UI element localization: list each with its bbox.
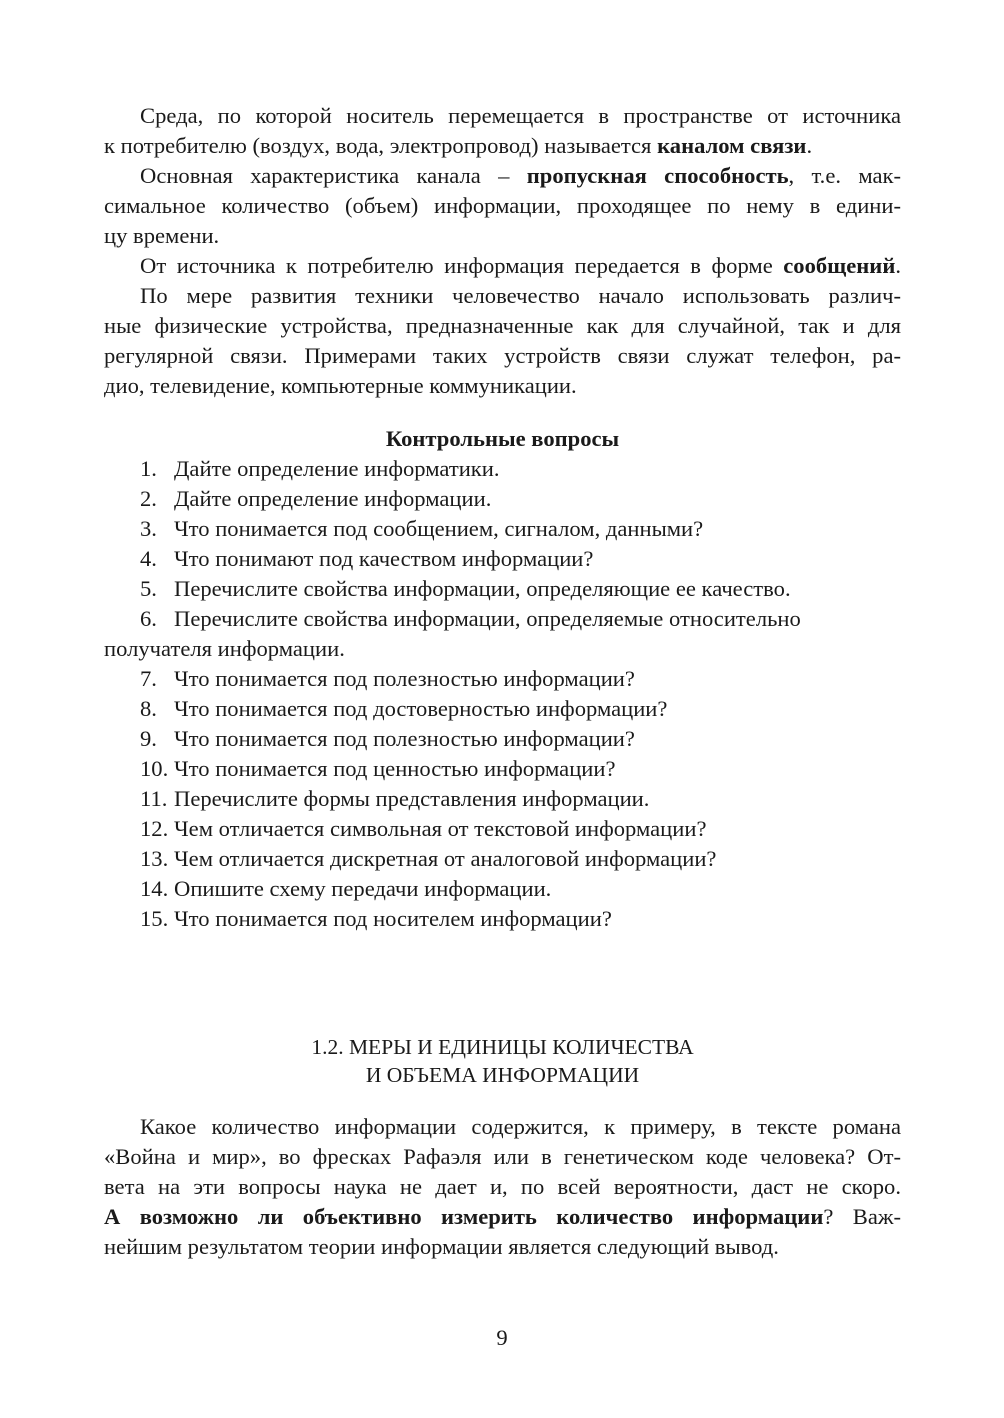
question-item: 2. Дайте определение информации. <box>140 486 492 511</box>
text-line: А возможно ли объективно измерить количество информации? Важ- <box>104 1204 901 1229</box>
text-line: ные физические устройства, предназначенные как для случайной, так и для <box>104 313 901 338</box>
question-item: 15. Что понимается под носителем информации? <box>140 906 612 931</box>
question-item: 10. Что понимается под ценностью информации? <box>140 756 616 781</box>
question-item: 9. Что понимается под полезностью информации? <box>140 726 635 751</box>
text-line: По мере развития техники человечество начало использовать различ- <box>140 283 901 308</box>
section-title-line: И ОБЪЕМА ИНФОРМАЦИИ <box>365 1063 640 1087</box>
text-line: Основная характеристика канала – пропускная способность, т.е. мак- <box>140 163 901 188</box>
text-line: дио, телевидение, компьютерные коммуникации. <box>104 373 577 398</box>
text-line: Среда, по которой носитель перемещается в пространстве от источника <box>140 103 901 128</box>
text-line: цу времени. <box>104 223 220 248</box>
question-item: 4. Что понимают под качеством информации? <box>140 546 594 571</box>
text-line: симальное количество (объем) информации, проходящее по нему в едини- <box>104 193 901 218</box>
question-item: 12. Чем отличается символьная от текстовой информации? <box>140 816 707 841</box>
text-line: вета на эти вопросы наука не дает и, по всей вероятности, даст не скоро. <box>104 1174 901 1199</box>
text-line: «Война и мир», во фресках Рафаэля или в генетическом коде человека? От- <box>104 1144 901 1169</box>
question-item: 14. Опишите схему передачи информации. <box>140 876 552 901</box>
section-title-line: 1.2. МЕРЫ И ЕДИНИЦЫ КОЛИЧЕСТВА <box>311 1035 694 1059</box>
section-body <box>104 1112 901 1262</box>
text-line: к потребителю (воздух, вода, электропровод) называется каналом связи. <box>104 133 813 158</box>
question-item: 13. Чем отличается дискретная от аналоговой информации? <box>140 846 717 871</box>
term-communication-channel: каналом связи <box>657 133 807 158</box>
question-item: 7. Что понимается под полезностью информации? <box>140 666 635 691</box>
question-item: 8. Что понимается под достоверностью информации? <box>140 696 668 721</box>
text-line: регулярной связи. Примерами таких устройств связи служат телефон, ра- <box>104 343 901 368</box>
key-question: А возможно ли объективно измерить количество информации <box>104 1204 824 1229</box>
term-messages: сообщений <box>783 253 896 278</box>
text-line: Какое количество информации содержится, к примеру, в тексте романа <box>140 1114 901 1139</box>
question-item: 11. Перечислите формы представления информации. <box>140 786 650 811</box>
section-title <box>104 1033 901 1089</box>
question-item: 6. Перечислите свойства информации, определяемые относительно <box>140 606 801 631</box>
control-questions <box>104 424 901 934</box>
text-line: От источника к потребителю информация передается в форме сообщений. <box>140 253 901 278</box>
question-item: 3. Что понимается под сообщением, сигналом, данными? <box>140 516 704 541</box>
page-number: 9 <box>496 1325 508 1350</box>
questions-heading: Контрольные вопросы <box>385 426 620 451</box>
term-bandwidth: пропускная способность <box>526 163 789 188</box>
text-line: нейшим результатом теории информации является следующий вывод. <box>104 1234 779 1259</box>
question-item: 1. Дайте определение информатики. <box>140 456 500 481</box>
question-item-continuation: получателя информации. <box>104 636 345 661</box>
question-item: 5. Перечислите свойства информации, определяющие ее качество. <box>140 576 791 601</box>
intro-text <box>104 101 901 401</box>
